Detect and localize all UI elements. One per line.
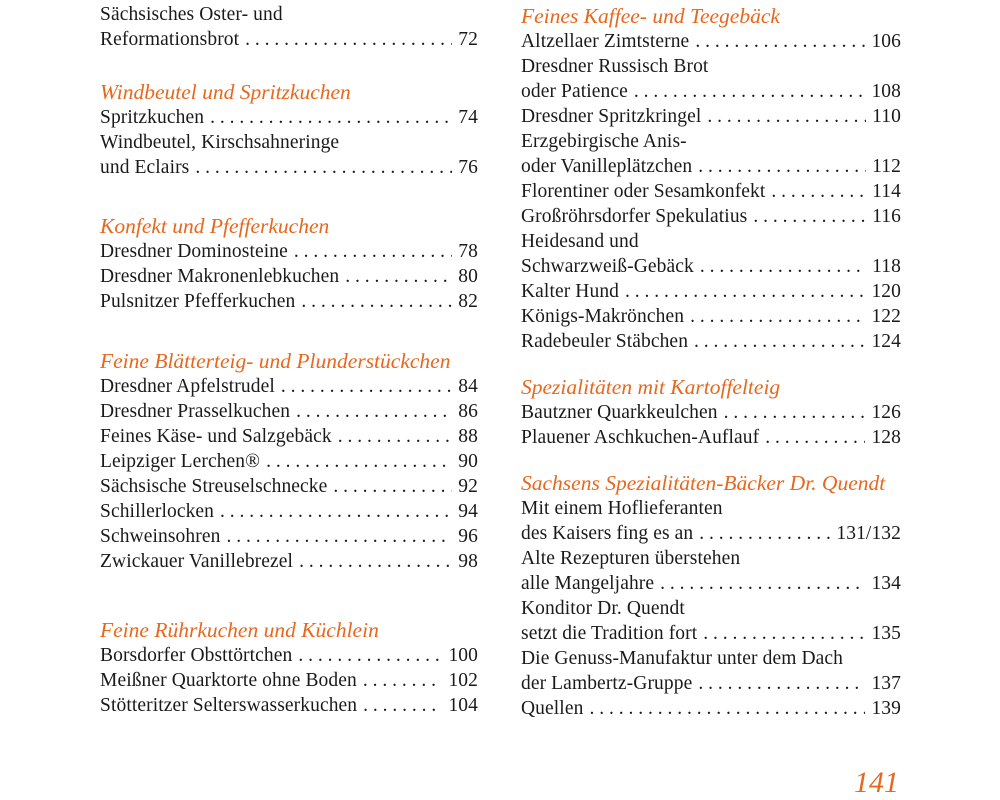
dot-leader (690, 304, 865, 329)
dot-leader (338, 424, 453, 449)
dot-leader (333, 474, 452, 499)
entry-page-number: 131/132 (836, 523, 901, 544)
entry-page-number: 114 (872, 181, 901, 202)
toc-section (521, 471, 901, 721)
dot-leader (694, 329, 865, 354)
toc-entry[interactable] (521, 179, 901, 204)
toc-entry[interactable] (521, 496, 901, 546)
dot-leader (589, 696, 865, 721)
entry-page-number: 80 (458, 266, 478, 287)
toc-entry[interactable] (521, 29, 901, 54)
toc-section (521, 4, 901, 354)
toc-entry[interactable] (521, 646, 901, 696)
dot-leader (724, 400, 866, 425)
dot-leader (695, 29, 865, 54)
toc-entry[interactable] (521, 204, 901, 229)
section-heading: Spezialitäten mit Kartoffelteig (521, 375, 781, 399)
toc-entry[interactable] (100, 693, 478, 718)
section-heading: Sachsens Spezialitäten-Bäcker Dr. Quendt (521, 471, 886, 495)
entry-title-line: Meißner Quarktorte ohne Boden (100, 670, 357, 691)
toc-entry[interactable] (521, 400, 901, 425)
entry-title-line: Mit einem Hoflieferanten (521, 498, 723, 519)
entry-title-line: alle Mangeljahre (521, 573, 655, 594)
dot-leader (363, 668, 443, 693)
entry-title-line: Florentiner oder Sesamkonfekt (521, 181, 766, 202)
toc-entry[interactable] (521, 696, 901, 721)
toc-entry[interactable] (100, 264, 478, 289)
entry-page-number: 108 (871, 81, 901, 102)
entry-title-line: Königs-Makrönchen (521, 306, 685, 327)
dot-leader (634, 79, 866, 104)
entry-title-line: Quellen (521, 698, 584, 719)
entry-page-number: 104 (448, 695, 478, 716)
toc-entry[interactable] (100, 499, 478, 524)
dot-leader (700, 254, 866, 279)
entry-title-line: Alte Rezepturen überstehen (521, 548, 741, 569)
section-heading: Windbeutel und Spritzkuchen (100, 80, 351, 104)
entry-page-number: 126 (871, 402, 901, 423)
dot-leader (363, 693, 442, 718)
entry-page-number: 88 (458, 426, 478, 447)
section-heading: Feine Rührkuchen und Küchlein (100, 618, 379, 642)
entry-title-line: Sächsische Streuselschnecke (100, 476, 328, 497)
dot-leader (753, 204, 866, 229)
entry-page-number: 110 (872, 106, 901, 127)
entry-page-number: 86 (458, 401, 478, 422)
dot-leader (703, 621, 865, 646)
entry-title-line: oder Patience (521, 81, 628, 102)
dot-leader (299, 549, 452, 574)
entry-title-line: Reformationsbrot (100, 29, 240, 50)
dot-leader (699, 521, 830, 546)
dot-leader (625, 279, 865, 304)
toc-entry[interactable] (521, 129, 901, 179)
entry-title-line: Leipziger Lerchen® (100, 451, 261, 472)
entry-title-line: Sächsisches Oster- und (100, 4, 283, 25)
entry-page-number: 128 (871, 427, 901, 448)
dot-leader (281, 374, 452, 399)
toc-entry[interactable] (521, 596, 901, 646)
entry-title-line: Feines Käse- und Salzgebäck (100, 426, 332, 447)
dot-leader (301, 289, 452, 314)
entry-page-number: 84 (458, 376, 478, 397)
dot-leader (266, 449, 452, 474)
entry-title-line: Konditor Dr. Quendt (521, 598, 685, 619)
entry-page-number: 112 (872, 156, 901, 177)
section-heading: Feine Blätterteig- und Plunderstückchen (100, 349, 451, 373)
entry-page-number: 135 (871, 623, 901, 644)
dot-leader (245, 27, 452, 52)
entry-title-line: Kalter Hund (521, 281, 620, 302)
toc-entry[interactable] (100, 130, 478, 180)
entry-title-line: Dresdner Russisch Brot (521, 56, 709, 77)
entry-title-line: Plauener Aschkuchen-Auflauf (521, 427, 760, 448)
entry-page-number: 102 (448, 670, 478, 691)
entry-page-number: 122 (871, 306, 901, 327)
toc-section (100, 2, 478, 52)
entry-title-line: Die Genuss-Manufaktur unter dem Dach (521, 648, 843, 669)
entry-page-number: 139 (871, 698, 901, 719)
entry-title-line: Bautzner Quarkkeulchen (521, 402, 718, 423)
dot-leader (707, 104, 866, 129)
dot-leader (220, 499, 452, 524)
toc-entry[interactable] (100, 524, 478, 549)
entry-page-number: 116 (872, 206, 901, 227)
toc-entry[interactable] (100, 449, 478, 474)
page-number: 141 (854, 766, 899, 799)
entry-page-number: 137 (871, 673, 901, 694)
toc-entry[interactable] (521, 229, 901, 279)
dot-leader (698, 154, 866, 179)
entry-title-line: der Lambertz-Gruppe (521, 673, 693, 694)
toc-entry[interactable] (100, 643, 478, 668)
entry-title-line: Schwarzweiß-Gebäck (521, 256, 694, 277)
dot-leader (660, 571, 865, 596)
entry-title-line: Dresdner Spritzkringel (521, 106, 702, 127)
entry-page-number: 94 (458, 501, 478, 522)
entry-title-line: setzt die Tradition fort (521, 623, 698, 644)
entry-title-line: Borsdorfer Obsttörtchen (100, 645, 293, 666)
entry-title-line: Pulsnitzer Pfefferkuchen (100, 291, 296, 312)
entry-page-number: 124 (871, 331, 901, 352)
entry-page-number: 120 (871, 281, 901, 302)
entry-title-line: des Kaisers fing es an (521, 523, 694, 544)
dot-leader (298, 643, 442, 668)
entry-title-line: Großröhrsdorfer Spekulatius (521, 206, 748, 227)
entry-page-number: 134 (871, 573, 901, 594)
dot-leader (698, 671, 865, 696)
entry-title-line: und Eclairs (100, 157, 190, 178)
dot-leader (771, 179, 866, 204)
dot-leader (765, 425, 865, 450)
toc-entry[interactable] (100, 289, 478, 314)
toc-entry[interactable] (100, 474, 478, 499)
entry-title-line: Dresdner Prasselkuchen (100, 401, 291, 422)
entry-title-line: Dresdner Dominosteine (100, 241, 288, 262)
entry-page-number: 78 (458, 241, 478, 262)
toc-entry[interactable] (100, 424, 478, 449)
entry-title-line: Radebeuler Stäbchen (521, 331, 689, 352)
entry-title-line: Schillerlocken (100, 501, 215, 522)
section-heading: Feines Kaffee- und Teegebäck (521, 4, 780, 28)
entry-page-number: 72 (458, 29, 478, 50)
entry-page-number: 100 (448, 645, 478, 666)
toc-entry[interactable] (100, 549, 478, 574)
dot-leader (294, 239, 452, 264)
dot-leader (345, 264, 452, 289)
entry-title-line: Dresdner Makronenlebkuchen (100, 266, 340, 287)
toc-entry[interactable] (100, 399, 478, 424)
entry-title-line: oder Vanilleplätzchen (521, 156, 693, 177)
entry-page-number: 98 (458, 551, 478, 572)
entry-page-number: 118 (872, 256, 901, 277)
entry-title-line: Stötteritzer Selterswasserkuchen (100, 695, 358, 716)
toc-entry[interactable] (521, 54, 901, 104)
toc-entry[interactable] (521, 304, 901, 329)
toc-entry[interactable] (521, 279, 901, 304)
entry-page-number: 106 (871, 31, 901, 52)
toc-section (521, 375, 901, 450)
toc-section (100, 214, 478, 314)
dot-leader (296, 399, 452, 424)
entry-title-line: Altzellaer Zimtsterne (521, 31, 690, 52)
entry-title-line: Zwickauer Vanillebrezel (100, 551, 294, 572)
toc-entry[interactable] (521, 329, 901, 354)
entry-page-number: 96 (458, 526, 478, 547)
toc-entry[interactable] (521, 546, 901, 596)
entry-page-number: 82 (458, 291, 478, 312)
toc-entry[interactable] (100, 668, 478, 693)
section-heading: Konfekt und Pfefferkuchen (100, 214, 330, 238)
toc-section (100, 349, 478, 574)
dot-leader (195, 155, 452, 180)
toc-entry[interactable] (521, 425, 901, 450)
entry-page-number: 76 (458, 157, 478, 178)
entry-title-line: Schweinsohren (100, 526, 221, 547)
entry-title-line: Spritzkuchen (100, 107, 205, 128)
toc-entry[interactable] (100, 239, 478, 264)
entry-title-line: Heidesand und (521, 231, 639, 252)
entry-page-number: 90 (458, 451, 478, 472)
entry-title-line: Windbeutel, Kirschsahneringe (100, 132, 340, 153)
toc-entry[interactable] (100, 105, 478, 130)
toc-section (100, 80, 478, 180)
entry-page-number: 92 (458, 476, 478, 497)
toc-section (100, 618, 478, 718)
entry-title-line: Dresdner Apfelstrudel (100, 376, 275, 397)
dot-leader (226, 524, 452, 549)
toc-entry[interactable] (521, 104, 901, 129)
dot-leader (210, 105, 452, 130)
toc-entry[interactable] (100, 374, 478, 399)
toc-entry[interactable] (100, 2, 478, 52)
entry-title-line: Erzgebirgische Anis- (521, 131, 687, 152)
entry-page-number: 74 (458, 107, 478, 128)
